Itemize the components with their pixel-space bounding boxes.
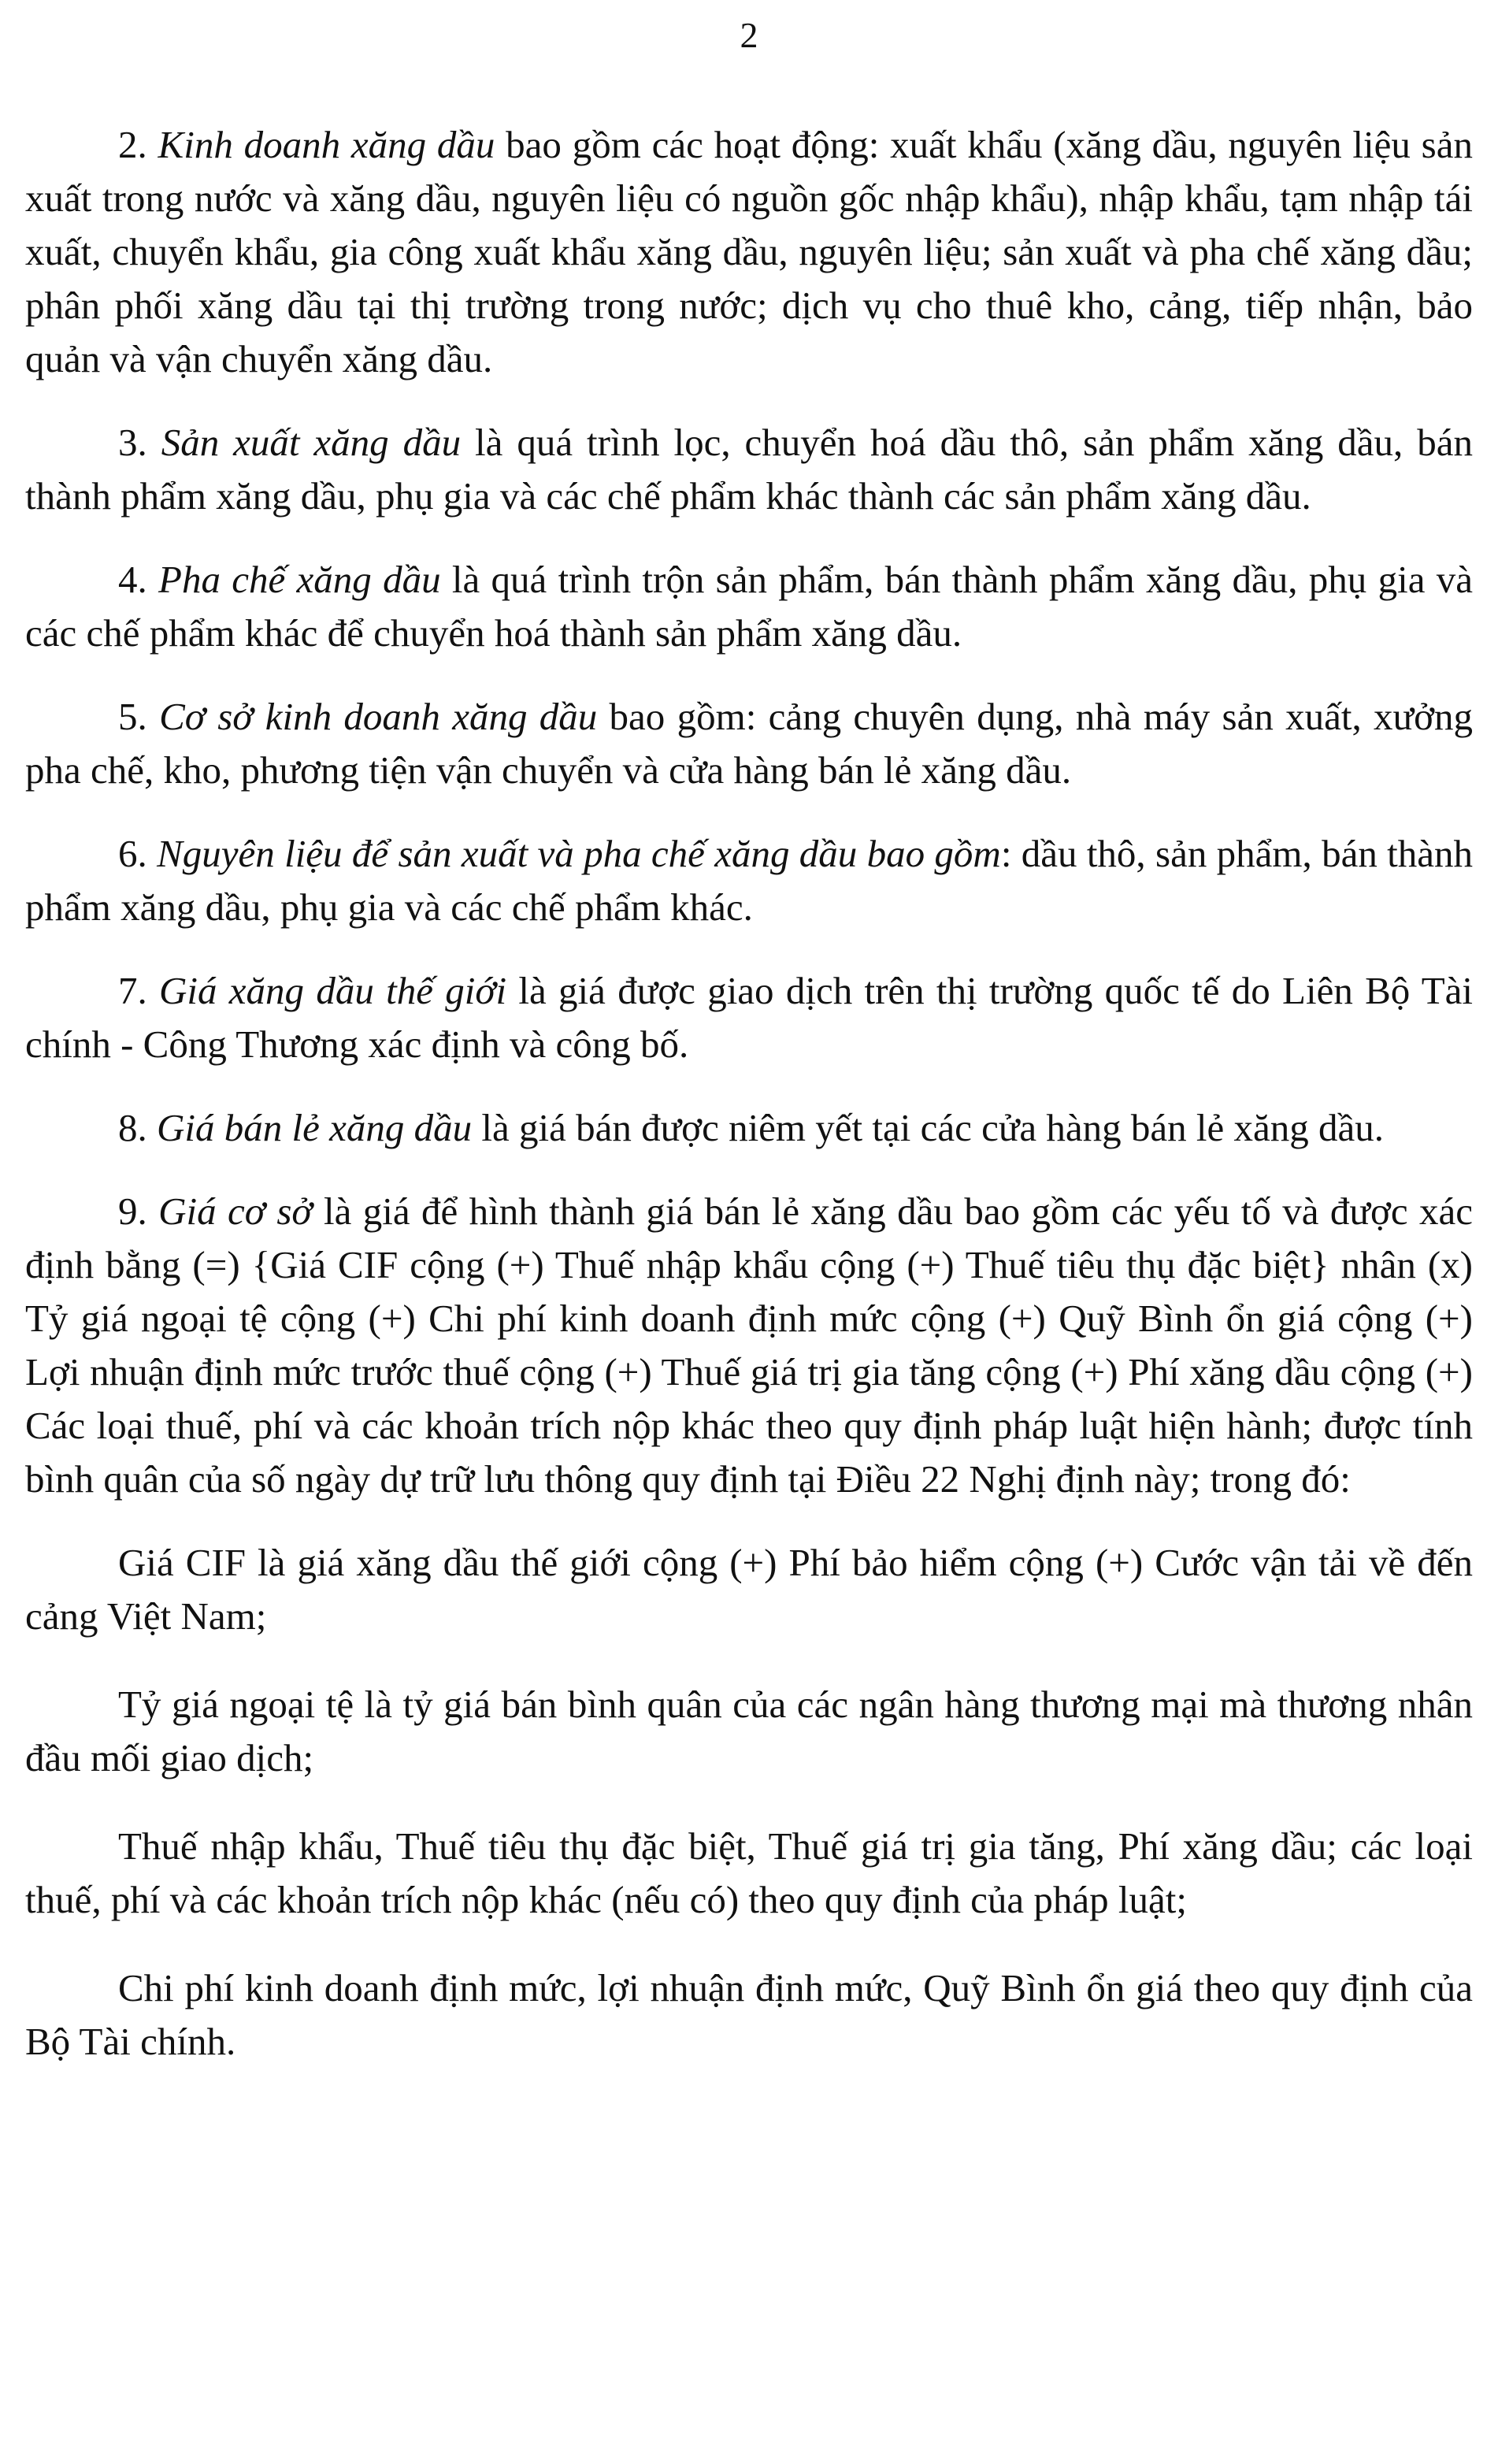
- defined-term: Kinh doanh xăng dầu: [158, 123, 495, 166]
- clause-text: là giá được giao dịch trên thị trường quốc tế do Liên Bộ Tài chính - Công Thương xác định và công bố.: [25, 969, 1473, 1066]
- sub-paragraph-cif: Giá CIF là giá xăng dầu thế giới cộng (+) Phí bảo hiểm cộng (+) Cước vận tải về đến cảng Việt Nam;: [25, 1541, 1473, 1638]
- page-number: 2: [740, 15, 758, 55]
- clause-4: [25, 553, 1473, 660]
- defined-term: Giá xăng dầu thế giới: [159, 969, 507, 1012]
- clause-5: [25, 690, 1473, 797]
- clause-7: [25, 964, 1473, 1071]
- clause-number: 7.: [118, 969, 147, 1012]
- defined-term: Giá cơ sở: [158, 1189, 313, 1233]
- sub-paragraph-costs: Chi phí kinh doanh định mức, lợi nhuận định mức, Quỹ Bình ổn giá theo quy định của Bộ Tài chính.: [25, 1966, 1473, 2063]
- clause-number: 6.: [118, 832, 147, 875]
- sub-paragraph-taxes: Thuế nhập khẩu, Thuế tiêu thụ đặc biệt, Thuế giá trị gia tăng, Phí xăng dầu; các loại thuế, phí và các khoản trích nộp khác (nếu có) theo quy định của pháp luật;: [25, 1824, 1473, 1921]
- clause-text: : dầu thô, sản phẩm, bán thành phẩm xăng dầu, phụ gia và các chế phẩm khác.: [25, 832, 1473, 929]
- clause-text: là giá bán được niêm yết tại các cửa hàng bán lẻ xăng dầu.: [472, 1106, 1385, 1149]
- document-body: [25, 118, 1473, 2103]
- clause-2: [25, 118, 1473, 386]
- clause-number: 3.: [118, 421, 147, 464]
- defined-term: Cơ sở kinh doanh xăng dầu: [159, 695, 598, 738]
- defined-term: Nguyên liệu để sản xuất và pha chế xăng dầu bao gồm: [157, 832, 1001, 875]
- sub-paragraph-exchange-rate: Tỷ giá ngoại tệ là tỷ giá bán bình quân của các ngân hàng thương mại mà thương nhân đầu mối giao dịch;: [25, 1683, 1473, 1779]
- clause-number: 5.: [118, 695, 147, 738]
- clause-3: [25, 416, 1473, 523]
- clause-number: 9.: [118, 1189, 147, 1233]
- clause-text: là giá để hình thành giá bán lẻ xăng dầu bao gồm các yếu tố và được xác định bằng (=) {Giá CIF cộng (+) Thuế nhập khẩu cộng (+) Thuế tiêu thụ đặc biệt} nhân (x) Tỷ giá ngoại tệ cộng (+) Chi phí kinh doanh định mức cộng (+) Quỹ Bình ổn giá cộng (+) Lợi nhuận định mức trước thuế cộng (+) Thuế giá trị gia tăng cộng (+) Phí xăng dầu cộng (+) Các loại thuế, phí và các khoản trích nộp khác theo quy định pháp luật hiện hành; được tính bình quân của số ngày dự trữ lưu thông quy định tại Điều 22 Nghị định này; trong đó:: [25, 1189, 1474, 1501]
- clause-9: [25, 1185, 1473, 1506]
- defined-term: Sản xuất xăng dầu: [161, 421, 462, 464]
- clause-number: 8.: [118, 1106, 147, 1149]
- clause-number: 2.: [118, 123, 147, 166]
- defined-term: Pha chế xăng dầu: [158, 558, 441, 601]
- clause-text: là quá trình lọc, chuyển hoá dầu thô, sản phẩm xăng dầu, bán thành phẩm xăng dầu, phụ gia và các chế phẩm khác thành các sản phẩm xăng dầu.: [25, 421, 1473, 518]
- clause-text: bao gồm các hoạt động: xuất khẩu (xăng dầu, nguyên liệu sản xuất trong nước và xăng dầu, nguyên liệu có nguồn gốc nhập khẩu), nhập khẩu, tạm nhập tái xuất, chuyển khẩu, gia công xuất khẩu xăng dầu, nguyên liệu; sản xuất và pha chế xăng dầu; phân phối xăng dầu tại thị trường trong nước; dịch vụ cho thuê kho, cảng, tiếp nhận, bảo quản và vận chuyển xăng dầu.: [25, 123, 1474, 380]
- clause-text: bao gồm: cảng chuyên dụng, nhà máy sản xuất, xưởng pha chế, kho, phương tiện vận chuyển và cửa hàng bán lẻ xăng dầu.: [25, 695, 1474, 792]
- clause-text: là quá trình trộn sản phẩm, bán thành phẩm xăng dầu, phụ gia và các chế phẩm khác để chuyển hoá thành sản phẩm xăng dầu.: [25, 558, 1473, 655]
- defined-term: Giá bán lẻ xăng dầu: [157, 1106, 473, 1149]
- clause-8: [25, 1101, 1473, 1155]
- clause-6: [25, 827, 1473, 934]
- clause-number: 4.: [118, 558, 147, 601]
